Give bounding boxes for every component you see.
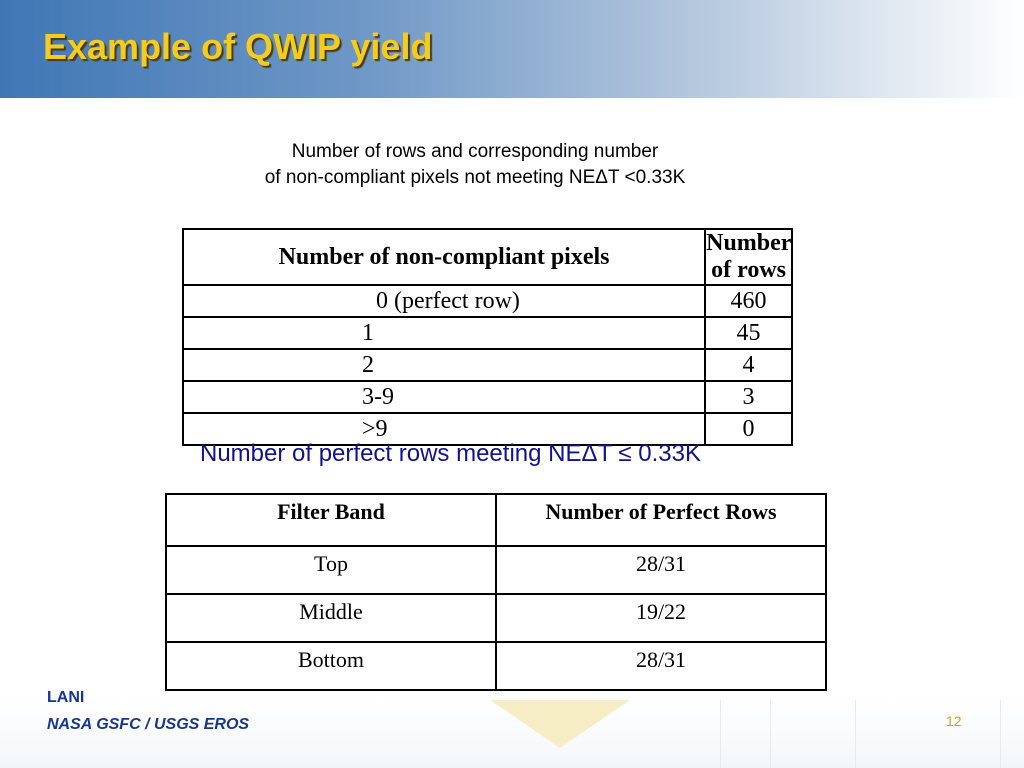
perfect-rows-table xyxy=(165,493,827,691)
table-cell: Bottom xyxy=(166,642,496,690)
table-cell: 0 xyxy=(705,413,792,445)
table-cell: 45 xyxy=(705,317,792,349)
slide-title: Example of QWIP yield xyxy=(43,26,433,67)
table-cell: 4 xyxy=(705,349,792,381)
table-row xyxy=(183,285,792,317)
table-row xyxy=(166,642,826,690)
perfect-rows-subheading: Number of perfect rows meeting NEΔT ≤ 0.33K xyxy=(200,440,701,467)
table-header-row xyxy=(166,494,826,546)
footer-org-label: LANI xyxy=(47,689,85,706)
table1-caption-line2: of non-compliant pixels not meeting NEΔT <0.33K xyxy=(264,167,686,188)
table-row xyxy=(183,317,792,349)
table-cell: 0 (perfect row) xyxy=(183,285,705,317)
footer-divider xyxy=(770,700,771,768)
table-cell: 460 xyxy=(705,285,792,317)
table-cell: 28/31 xyxy=(496,546,826,594)
footer-divider xyxy=(720,700,721,768)
footer-diamond-shape xyxy=(490,700,630,748)
table-row xyxy=(183,381,792,413)
column-header: Number of rows xyxy=(706,230,792,283)
table-cell: Top xyxy=(166,546,496,594)
table-row xyxy=(183,349,792,381)
table1-caption-line1: Number of rows and corresponding number xyxy=(291,141,659,162)
column-header: Number of non-compliant pixels xyxy=(183,229,705,285)
table-cell: 28/31 xyxy=(496,642,826,690)
page-number: 12 xyxy=(946,713,962,729)
column-header: Number of Perfect Rows xyxy=(496,494,826,546)
table-cell: 3 xyxy=(705,381,792,413)
table-cell: 3-9 xyxy=(183,381,705,413)
footer-org-name: NASA GSFC / USGS EROS xyxy=(47,716,250,733)
table-row xyxy=(166,594,826,642)
table-cell: 2 xyxy=(183,349,705,381)
column-header: Filter Band xyxy=(166,494,496,546)
footer-divider xyxy=(855,700,856,768)
table-cell: >9 xyxy=(183,413,705,445)
footer-divider xyxy=(1000,700,1001,768)
table-cell: Middle xyxy=(166,594,496,642)
table-header-row xyxy=(183,229,792,285)
table-cell: 19/22 xyxy=(496,594,826,642)
table-cell: 1 xyxy=(183,317,705,349)
noncompliant-pixels-table xyxy=(182,228,793,446)
table-row xyxy=(166,546,826,594)
